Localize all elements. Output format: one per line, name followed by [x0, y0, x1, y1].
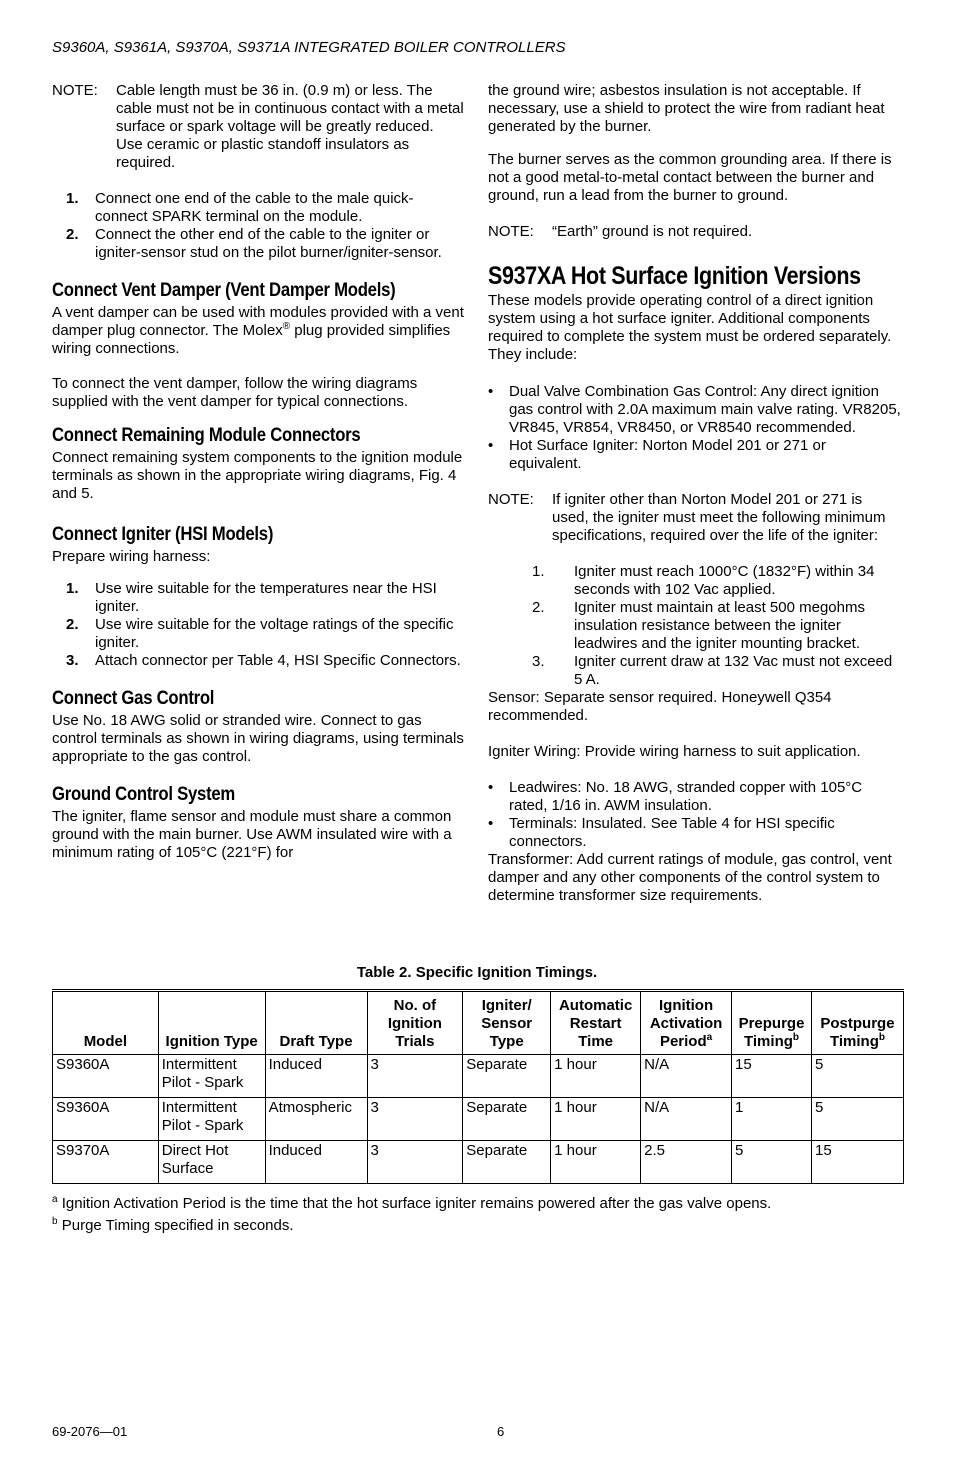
table-cell: Intermittent Pilot - Spark	[158, 1098, 265, 1141]
table-cell: 1 hour	[551, 1098, 641, 1141]
earth-note	[488, 223, 902, 241]
ground-heading: Ground Control System	[52, 784, 236, 805]
note-label: NOTE:	[488, 491, 534, 508]
table-cell: S9360A	[53, 1098, 159, 1141]
table-cell: 15	[732, 1055, 812, 1098]
components-list	[488, 383, 902, 473]
bullet-text: Terminals: Insulated. See Table 4 for HSI specific connectors.	[509, 815, 835, 850]
registered-mark: ®	[282, 321, 291, 332]
table-cell: S9370A	[53, 1141, 159, 1184]
table-cell: 3	[367, 1098, 463, 1141]
table-cell: 5	[732, 1141, 812, 1184]
step-number: 1.	[66, 190, 79, 207]
table-cell: 15	[811, 1141, 903, 1184]
table-cell: Induced	[265, 1141, 367, 1184]
table-cell: N/A	[641, 1098, 732, 1141]
left-column	[52, 82, 464, 862]
bullet: •	[488, 779, 494, 796]
vent-damper-paragraph	[52, 304, 464, 358]
step-text: Igniter must reach 1000°C (1832°F) within 34 seconds with 102 Vac applied.	[574, 563, 875, 598]
transformer-paragraph: Transformer: Add current ratings of module, gas control, vent damper and any other components of the control system to determine transformer size requirements.	[488, 851, 892, 904]
bullet-text: Dual Valve Combination Gas Control: Any direct ignition gas control with 2.0A maximum main valve rating. VR8205, VR845, VR854, VR8450, or VR8540 recommended.	[509, 383, 901, 436]
list-item	[518, 563, 902, 599]
footnote-text: Purge Timing specified in seconds.	[57, 1217, 294, 1234]
igniter-paragraph: Prepare wiring harness:	[52, 548, 211, 565]
column-header: No. of Ignition Trials	[367, 991, 463, 1055]
list-item	[488, 383, 902, 437]
note-text: Cable length must be 36 in. (0.9 m) or less. The cable must not be in continuous contact with a metal surface or spark voltage will be greatly reduced. Use ceramic or plastic standoff insulators as required.	[116, 82, 464, 171]
page-number: 6	[497, 1424, 505, 1439]
table-row	[53, 1098, 904, 1141]
note-label: NOTE:	[52, 82, 98, 99]
step-number: 3.	[66, 652, 79, 669]
table-cell: Direct Hot Surface	[158, 1141, 265, 1184]
bullet: •	[488, 383, 494, 400]
table-cell: 3	[367, 1055, 463, 1098]
table-cell: 3	[367, 1141, 463, 1184]
ground-continued-paragraph: the ground wire; asbestos insulation is not acceptable. If necessary, use a shield to protect the wire from radiant heat generated by the burner.	[488, 82, 885, 135]
column-header: Model	[53, 991, 159, 1055]
igniter-spec-steps	[488, 563, 902, 689]
column-header: Ignition Activation Period$^a$	[641, 991, 732, 1055]
list-item	[52, 190, 464, 226]
list-item	[52, 580, 464, 616]
table-cell: 5	[811, 1055, 903, 1098]
burner-paragraph: The burner serves as the common grounding area. If there is not a good metal-to-metal contact between the burner and ground, run a lead from the burner to ground.	[488, 151, 892, 204]
list-item	[52, 616, 464, 652]
table-title: Table 2. Specific Ignition Timings.	[356, 964, 598, 981]
step-number: 1.	[66, 580, 79, 597]
column-header: Postpurge Timing$^b$	[811, 991, 903, 1055]
column-header: Automatic Restart Time	[551, 991, 641, 1055]
list-item	[488, 815, 902, 851]
note-text: “Earth” ground is not required.	[552, 223, 753, 240]
step-number: 2.	[532, 599, 545, 616]
remaining-connectors-heading: Connect Remaining Module Connectors	[52, 425, 361, 446]
cable-note	[52, 82, 464, 172]
table-cell: Separate	[463, 1055, 551, 1098]
table-cell: 5	[811, 1098, 903, 1141]
column-header: Draft Type	[265, 991, 367, 1055]
bullet-text: Hot Surface Igniter: Norton Model 201 or 271 or equivalent.	[509, 437, 826, 472]
right-column	[488, 82, 902, 905]
running-header: S9360A, S9361A, S9370A, S9371A INTEGRATED BOILER CONTROLLERS	[52, 39, 566, 56]
list-item	[488, 437, 902, 473]
table-cell: Induced	[265, 1055, 367, 1098]
igniter-heading: Connect Igniter (HSI Models)	[52, 524, 274, 545]
table-cell: 2.5	[641, 1141, 732, 1184]
spark-steps	[52, 190, 464, 262]
wiring-paragraph: Igniter Wiring: Provide wiring harness to suit application.	[488, 743, 861, 760]
igniter-spec-note	[488, 491, 902, 545]
ignition-timings-table	[52, 989, 904, 1184]
vent-damper-heading: Connect Vent Damper (Vent Damper Models)	[52, 280, 396, 301]
bullet: •	[488, 815, 494, 832]
sensor-paragraph: Sensor: Separate sensor required. Honeywell Q354 recommended.	[488, 689, 832, 724]
vent-damper-paragraph-2: To connect the vent damper, follow the wiring diagrams supplied with the vent damper for typical connections.	[52, 375, 418, 410]
vent-text-b: plug provided simplifies wiring connections.	[52, 322, 451, 357]
vent-text-a: A vent damper can be used with modules provided with a vent damper plug connector. The Molex	[52, 304, 464, 339]
table-header-row	[53, 991, 904, 1055]
document-number: 69-2076—01	[52, 1424, 128, 1439]
table-cell: S9360A	[53, 1055, 159, 1098]
step-text: Connect the other end of the cable to the igniter or igniter-sensor stud on the pilot burner/igniter-sensor.	[95, 226, 442, 261]
footnote-a	[52, 1195, 771, 1213]
step-text: Attach connector per Table 4, HSI Specific Connectors.	[95, 652, 461, 669]
table-row	[53, 1141, 904, 1184]
step-text: Use wire suitable for the temperatures near the HSI igniter.	[95, 580, 437, 615]
column-header: Igniter/ Sensor Type	[463, 991, 551, 1055]
section-paragraph: These models provide operating control of a direct ignition system using a hot surface igniter. Additional components required to complete the system must be ordered separately. They include:	[488, 292, 892, 363]
footnote-mark: b	[52, 1216, 58, 1227]
step-text: Igniter current draw at 132 Vac must not exceed 5 A.	[574, 653, 893, 688]
bullet-text: Leadwires: No. 18 AWG, stranded copper with 105°C rated, 1/16 in. AWM insulation.	[509, 779, 863, 814]
table-cell: Intermittent Pilot - Spark	[158, 1055, 265, 1098]
note-label: NOTE:	[488, 223, 534, 240]
step-text: Use wire suitable for the voltage ratings of the specific igniter.	[95, 616, 454, 651]
table-row	[53, 1055, 904, 1098]
table-cell: Atmospheric	[265, 1098, 367, 1141]
step-number: 2.	[66, 616, 79, 633]
list-item	[52, 652, 464, 670]
wiring-list	[488, 779, 902, 851]
step-number: 2.	[66, 226, 79, 243]
remaining-connectors-paragraph: Connect remaining system components to the ignition module terminals as shown in the appropriate wiring diagrams, Fig. 4 and 5.	[52, 449, 463, 502]
gas-control-heading: Connect Gas Control	[52, 688, 215, 709]
step-number: 1.	[532, 563, 545, 580]
column-header: Ignition Type	[158, 991, 265, 1055]
gas-control-paragraph: Use No. 18 AWG solid or stranded wire. Connect to gas control terminals as shown in wiring diagrams, using terminals appropriate to the gas control.	[52, 712, 464, 765]
table-cell: 1	[732, 1098, 812, 1141]
list-item	[518, 653, 902, 689]
table-cell: Separate	[463, 1141, 551, 1184]
table-cell: Separate	[463, 1098, 551, 1141]
footnote-b	[52, 1217, 294, 1235]
column-header: Prepurge Timing$^b$	[732, 991, 812, 1055]
bullet: •	[488, 437, 494, 454]
section-heading: S937XA Hot Surface Ignition Versions	[488, 262, 861, 290]
list-item	[518, 599, 902, 653]
step-number: 3.	[532, 653, 545, 670]
table-cell: 1 hour	[551, 1141, 641, 1184]
ground-paragraph: The igniter, flame sensor and module must share a common ground with the main burner. Use AWM insulated wire with a minimum rating of 105°C (221°F) for	[52, 808, 452, 861]
harness-steps	[52, 580, 464, 670]
note-text: If igniter other than Norton Model 201 or 271 is used, the igniter must meet the following minimum specifications, required over the life of the igniter:	[552, 491, 886, 544]
list-item	[52, 226, 464, 262]
table-cell: N/A	[641, 1055, 732, 1098]
step-text: Connect one end of the cable to the male quick-connect SPARK terminal on the module.	[95, 190, 414, 225]
table-cell: 1 hour	[551, 1055, 641, 1098]
step-text: Igniter must maintain at least 500 megohms insulation resistance between the igniter leadwires and the igniter mounting bracket.	[574, 599, 865, 652]
footnote-mark: a	[52, 1194, 58, 1205]
footnote-text: Ignition Activation Period is the time that the hot surface igniter remains powered after the gas valve opens.	[57, 1195, 772, 1212]
list-item	[488, 779, 902, 815]
